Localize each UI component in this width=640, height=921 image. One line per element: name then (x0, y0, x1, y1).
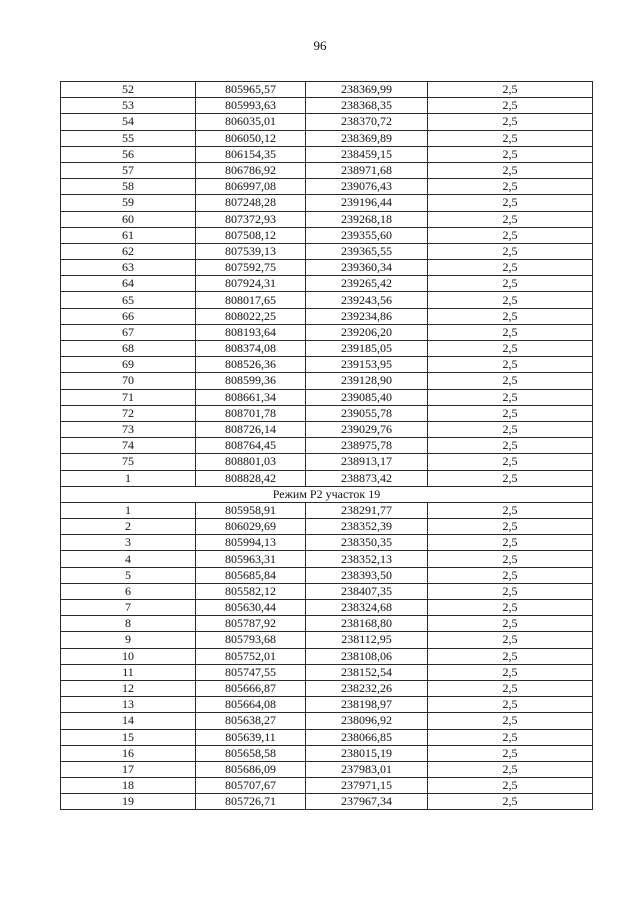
y-coordinate-cell: 238168,80 (306, 616, 428, 632)
value-cell: 2,5 (428, 276, 593, 292)
value-cell: 2,5 (428, 179, 593, 195)
point-number-cell: 9 (61, 632, 196, 648)
x-coordinate-cell: 807372,93 (196, 211, 306, 227)
value-cell: 2,5 (428, 778, 593, 794)
y-coordinate-cell: 238198,97 (306, 697, 428, 713)
y-coordinate-cell: 238066,85 (306, 729, 428, 745)
x-coordinate-cell: 805793,68 (196, 632, 306, 648)
point-number-cell: 3 (61, 535, 196, 551)
table-row (61, 260, 593, 276)
table-row (61, 729, 593, 745)
value-cell: 2,5 (428, 454, 593, 470)
value-cell: 2,5 (428, 583, 593, 599)
x-coordinate-cell: 805582,12 (196, 583, 306, 599)
y-coordinate-cell: 237983,01 (306, 761, 428, 777)
point-number-cell: 61 (61, 227, 196, 243)
x-coordinate-cell: 805747,55 (196, 664, 306, 680)
x-coordinate-cell: 805963,31 (196, 551, 306, 567)
point-number-cell: 70 (61, 373, 196, 389)
y-coordinate-cell: 239055,78 (306, 405, 428, 421)
y-coordinate-cell: 239085,40 (306, 389, 428, 405)
table-row (61, 82, 593, 98)
section-title: Режим Р2 участок 19 (61, 486, 593, 502)
table-row (61, 146, 593, 162)
y-coordinate-cell: 238975,78 (306, 438, 428, 454)
x-coordinate-cell: 805993,63 (196, 98, 306, 114)
point-number-cell: 13 (61, 697, 196, 713)
point-number-cell: 4 (61, 551, 196, 567)
table-row (61, 373, 593, 389)
y-coordinate-cell: 238393,50 (306, 567, 428, 583)
point-number-cell: 63 (61, 260, 196, 276)
value-cell: 2,5 (428, 195, 593, 211)
y-coordinate-cell: 238370,72 (306, 114, 428, 130)
coordinates-table (60, 81, 593, 810)
table-row (61, 519, 593, 535)
y-coordinate-cell: 239185,05 (306, 341, 428, 357)
value-cell: 2,5 (428, 761, 593, 777)
y-coordinate-cell: 239360,34 (306, 260, 428, 276)
x-coordinate-cell: 808828,42 (196, 470, 306, 486)
value-cell: 2,5 (428, 162, 593, 178)
page-number: 96 (313, 38, 327, 53)
x-coordinate-cell: 805639,11 (196, 729, 306, 745)
point-number-cell: 1 (61, 502, 196, 518)
table-row (61, 713, 593, 729)
value-cell: 2,5 (428, 405, 593, 421)
table-row (61, 421, 593, 437)
x-coordinate-cell: 808374,08 (196, 341, 306, 357)
x-coordinate-cell: 807924,31 (196, 276, 306, 292)
point-number-cell: 75 (61, 454, 196, 470)
value-cell: 2,5 (428, 243, 593, 259)
y-coordinate-cell: 239153,95 (306, 357, 428, 373)
table-row (61, 648, 593, 664)
table-row (61, 680, 593, 696)
x-coordinate-cell: 805685,84 (196, 567, 306, 583)
table-row (61, 276, 593, 292)
point-number-cell: 58 (61, 179, 196, 195)
value-cell: 2,5 (428, 567, 593, 583)
table-row (61, 745, 593, 761)
value-cell: 2,5 (428, 82, 593, 98)
y-coordinate-cell: 238112,95 (306, 632, 428, 648)
x-coordinate-cell: 808661,34 (196, 389, 306, 405)
value-cell: 2,5 (428, 470, 593, 486)
value-cell: 2,5 (428, 211, 593, 227)
x-coordinate-cell: 808017,65 (196, 292, 306, 308)
x-coordinate-cell: 805752,01 (196, 648, 306, 664)
x-coordinate-cell: 805965,57 (196, 82, 306, 98)
value-cell: 2,5 (428, 227, 593, 243)
x-coordinate-cell: 806029,69 (196, 519, 306, 535)
point-number-cell: 11 (61, 664, 196, 680)
section-header-row (61, 486, 593, 502)
value-cell: 2,5 (428, 146, 593, 162)
table-row (61, 794, 593, 810)
point-number-cell: 6 (61, 583, 196, 599)
table-row (61, 454, 593, 470)
value-cell: 2,5 (428, 357, 593, 373)
value-cell: 2,5 (428, 373, 593, 389)
y-coordinate-cell: 239268,18 (306, 211, 428, 227)
value-cell: 2,5 (428, 535, 593, 551)
point-number-cell: 57 (61, 162, 196, 178)
y-coordinate-cell: 239355,60 (306, 227, 428, 243)
point-number-cell: 73 (61, 421, 196, 437)
point-number-cell: 8 (61, 616, 196, 632)
table-row (61, 616, 593, 632)
point-number-cell: 62 (61, 243, 196, 259)
y-coordinate-cell: 238232,26 (306, 680, 428, 696)
value-cell: 2,5 (428, 551, 593, 567)
point-number-cell: 64 (61, 276, 196, 292)
x-coordinate-cell: 807592,75 (196, 260, 306, 276)
table-row (61, 470, 593, 486)
table-row (61, 98, 593, 114)
y-coordinate-cell: 238459,15 (306, 146, 428, 162)
table-row (61, 778, 593, 794)
value-cell: 2,5 (428, 713, 593, 729)
value-cell: 2,5 (428, 600, 593, 616)
x-coordinate-cell: 805958,91 (196, 502, 306, 518)
value-cell: 2,5 (428, 632, 593, 648)
y-coordinate-cell: 238324,68 (306, 600, 428, 616)
x-coordinate-cell: 805994,13 (196, 535, 306, 551)
x-coordinate-cell: 805638,27 (196, 713, 306, 729)
table-row (61, 195, 593, 211)
y-coordinate-cell: 238152,54 (306, 664, 428, 680)
y-coordinate-cell: 238369,89 (306, 130, 428, 146)
value-cell: 2,5 (428, 616, 593, 632)
table-row (61, 292, 593, 308)
point-number-cell: 1 (61, 470, 196, 486)
y-coordinate-cell: 239265,42 (306, 276, 428, 292)
point-number-cell: 14 (61, 713, 196, 729)
table-row (61, 405, 593, 421)
x-coordinate-cell: 805707,67 (196, 778, 306, 794)
x-coordinate-cell: 808726,14 (196, 421, 306, 437)
table-row (61, 162, 593, 178)
table-row (61, 227, 593, 243)
table-row (61, 438, 593, 454)
value-cell: 2,5 (428, 292, 593, 308)
point-number-cell: 74 (61, 438, 196, 454)
table-row (61, 114, 593, 130)
x-coordinate-cell: 807248,28 (196, 195, 306, 211)
point-number-cell: 10 (61, 648, 196, 664)
value-cell: 2,5 (428, 114, 593, 130)
table-row (61, 551, 593, 567)
point-number-cell: 15 (61, 729, 196, 745)
table-row (61, 389, 593, 405)
value-cell: 2,5 (428, 502, 593, 518)
point-number-cell: 72 (61, 405, 196, 421)
table-row (61, 632, 593, 648)
point-number-cell: 71 (61, 389, 196, 405)
table-row (61, 179, 593, 195)
value-cell: 2,5 (428, 648, 593, 664)
x-coordinate-cell: 805630,44 (196, 600, 306, 616)
y-coordinate-cell: 238350,35 (306, 535, 428, 551)
y-coordinate-cell: 237967,34 (306, 794, 428, 810)
table-row (61, 761, 593, 777)
table-row (61, 567, 593, 583)
x-coordinate-cell: 806035,01 (196, 114, 306, 130)
point-number-cell: 5 (61, 567, 196, 583)
table-row (61, 697, 593, 713)
x-coordinate-cell: 808193,64 (196, 324, 306, 340)
x-coordinate-cell: 807508,12 (196, 227, 306, 243)
value-cell: 2,5 (428, 308, 593, 324)
x-coordinate-cell: 806154,35 (196, 146, 306, 162)
coordinates-table-body (61, 82, 593, 810)
x-coordinate-cell: 808526,36 (196, 357, 306, 373)
table-row (61, 324, 593, 340)
point-number-cell: 55 (61, 130, 196, 146)
y-coordinate-cell: 238369,99 (306, 82, 428, 98)
point-number-cell: 12 (61, 680, 196, 696)
value-cell: 2,5 (428, 98, 593, 114)
table-row (61, 130, 593, 146)
value-cell: 2,5 (428, 421, 593, 437)
point-number-cell: 66 (61, 308, 196, 324)
point-number-cell: 52 (61, 82, 196, 98)
value-cell: 2,5 (428, 794, 593, 810)
point-number-cell: 59 (61, 195, 196, 211)
value-cell: 2,5 (428, 389, 593, 405)
x-coordinate-cell: 808801,03 (196, 454, 306, 470)
x-coordinate-cell: 808764,45 (196, 438, 306, 454)
x-coordinate-cell: 805658,58 (196, 745, 306, 761)
y-coordinate-cell: 239029,76 (306, 421, 428, 437)
y-coordinate-cell: 238352,13 (306, 551, 428, 567)
value-cell: 2,5 (428, 519, 593, 535)
y-coordinate-cell: 238913,17 (306, 454, 428, 470)
y-coordinate-cell: 239234,86 (306, 308, 428, 324)
y-coordinate-cell: 239196,44 (306, 195, 428, 211)
point-number-cell: 67 (61, 324, 196, 340)
x-coordinate-cell: 807539,13 (196, 243, 306, 259)
y-coordinate-cell: 239128,90 (306, 373, 428, 389)
x-coordinate-cell: 805666,87 (196, 680, 306, 696)
point-number-cell: 19 (61, 794, 196, 810)
table-row (61, 502, 593, 518)
point-number-cell: 60 (61, 211, 196, 227)
point-number-cell: 65 (61, 292, 196, 308)
y-coordinate-cell: 238407,35 (306, 583, 428, 599)
table-row (61, 664, 593, 680)
table-row (61, 308, 593, 324)
value-cell: 2,5 (428, 260, 593, 276)
x-coordinate-cell: 805686,09 (196, 761, 306, 777)
value-cell: 2,5 (428, 130, 593, 146)
y-coordinate-cell: 239365,55 (306, 243, 428, 259)
table-row (61, 357, 593, 373)
table-row (61, 583, 593, 599)
point-number-cell: 53 (61, 98, 196, 114)
y-coordinate-cell: 238291,77 (306, 502, 428, 518)
value-cell: 2,5 (428, 324, 593, 340)
table-row (61, 211, 593, 227)
x-coordinate-cell: 808701,78 (196, 405, 306, 421)
table-row (61, 341, 593, 357)
y-coordinate-cell: 239206,20 (306, 324, 428, 340)
x-coordinate-cell: 805664,08 (196, 697, 306, 713)
y-coordinate-cell: 238108,06 (306, 648, 428, 664)
y-coordinate-cell: 238368,35 (306, 98, 428, 114)
point-number-cell: 17 (61, 761, 196, 777)
point-number-cell: 18 (61, 778, 196, 794)
x-coordinate-cell: 805787,92 (196, 616, 306, 632)
y-coordinate-cell: 238015,19 (306, 745, 428, 761)
x-coordinate-cell: 808022,25 (196, 308, 306, 324)
value-cell: 2,5 (428, 341, 593, 357)
y-coordinate-cell: 239076,43 (306, 179, 428, 195)
value-cell: 2,5 (428, 438, 593, 454)
x-coordinate-cell: 808599,36 (196, 373, 306, 389)
y-coordinate-cell: 238971,68 (306, 162, 428, 178)
x-coordinate-cell: 806997,08 (196, 179, 306, 195)
value-cell: 2,5 (428, 697, 593, 713)
x-coordinate-cell: 805726,71 (196, 794, 306, 810)
value-cell: 2,5 (428, 680, 593, 696)
table-row (61, 243, 593, 259)
x-coordinate-cell: 806050,12 (196, 130, 306, 146)
y-coordinate-cell: 238096,92 (306, 713, 428, 729)
point-number-cell: 7 (61, 600, 196, 616)
y-coordinate-cell: 238352,39 (306, 519, 428, 535)
point-number-cell: 68 (61, 341, 196, 357)
x-coordinate-cell: 806786,92 (196, 162, 306, 178)
y-coordinate-cell: 239243,56 (306, 292, 428, 308)
point-number-cell: 56 (61, 146, 196, 162)
table-row (61, 600, 593, 616)
point-number-cell: 16 (61, 745, 196, 761)
point-number-cell: 54 (61, 114, 196, 130)
y-coordinate-cell: 238873,42 (306, 470, 428, 486)
point-number-cell: 69 (61, 357, 196, 373)
value-cell: 2,5 (428, 745, 593, 761)
value-cell: 2,5 (428, 729, 593, 745)
point-number-cell: 2 (61, 519, 196, 535)
value-cell: 2,5 (428, 664, 593, 680)
y-coordinate-cell: 237971,15 (306, 778, 428, 794)
table-row (61, 535, 593, 551)
